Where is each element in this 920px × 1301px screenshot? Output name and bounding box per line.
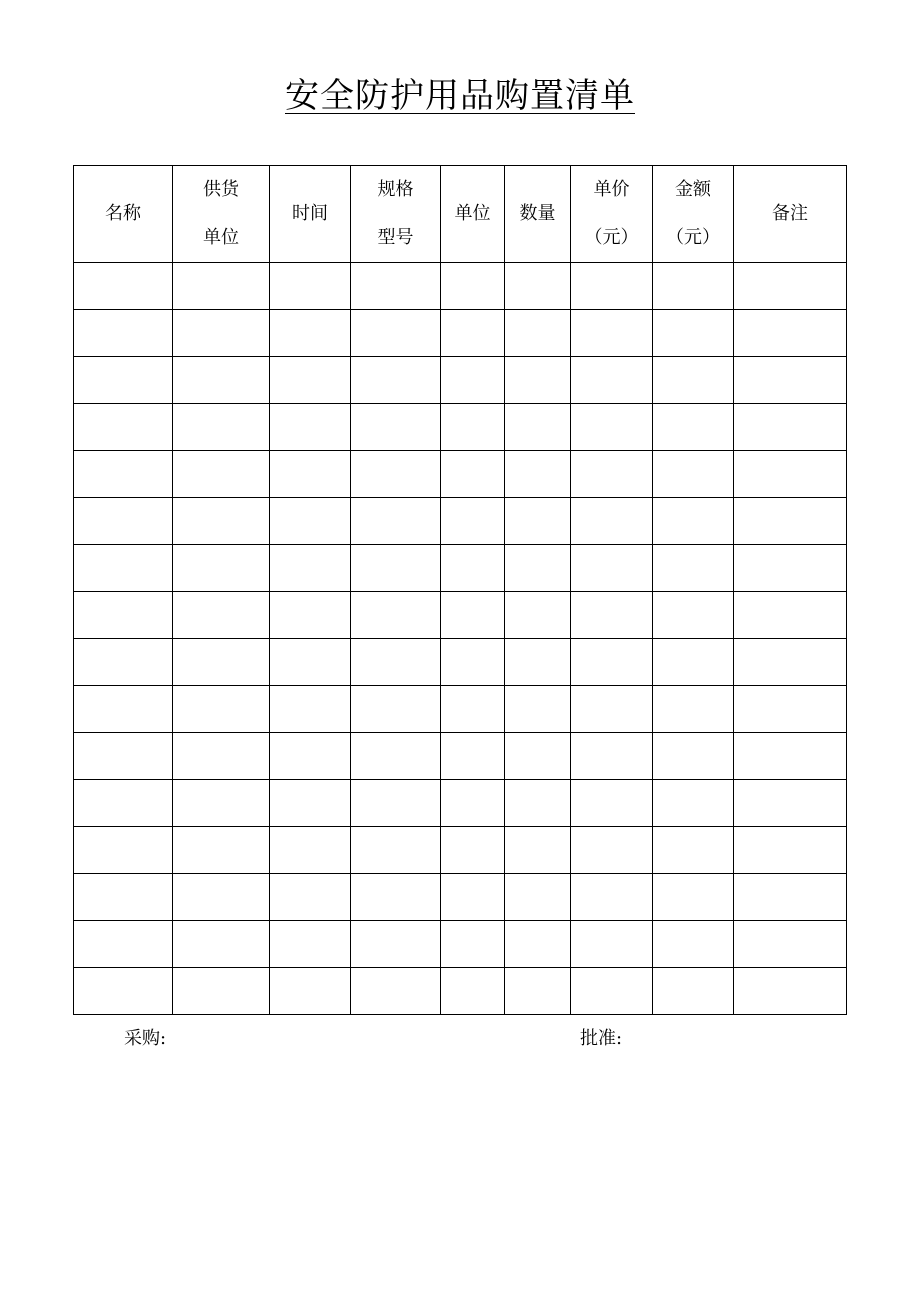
table-cell[interactable] — [734, 592, 847, 639]
column-header — [351, 166, 441, 263]
table-cell[interactable] — [74, 498, 173, 545]
table-cell[interactable] — [734, 310, 847, 357]
table-cell[interactable] — [734, 451, 847, 498]
table-cell[interactable] — [571, 263, 653, 310]
table-cell[interactable] — [734, 780, 847, 827]
column-header-line: 单价 — [593, 179, 630, 200]
table-row — [74, 686, 847, 733]
table-cell[interactable] — [505, 498, 571, 545]
table-cell[interactable] — [351, 874, 441, 921]
table-cell[interactable] — [441, 639, 505, 686]
table-cell[interactable] — [173, 545, 270, 592]
table-cell[interactable] — [74, 780, 173, 827]
table-cell[interactable] — [270, 827, 351, 874]
table-cell[interactable] — [173, 639, 270, 686]
table-row — [74, 780, 847, 827]
table-cell[interactable] — [571, 874, 653, 921]
table-cell[interactable] — [571, 357, 653, 404]
column-header-line: 型号 — [377, 227, 414, 248]
table-cell[interactable] — [734, 827, 847, 874]
table-cell[interactable] — [441, 780, 505, 827]
table-cell[interactable] — [571, 968, 653, 1015]
table-cell[interactable] — [441, 733, 505, 780]
table-cell[interactable] — [74, 404, 173, 451]
table-cell[interactable] — [441, 592, 505, 639]
column-header — [441, 166, 505, 263]
table-cell[interactable] — [351, 357, 441, 404]
table-cell[interactable] — [173, 263, 270, 310]
table-cell[interactable] — [351, 263, 441, 310]
table-cell[interactable] — [734, 686, 847, 733]
table-row — [74, 639, 847, 686]
column-header-line: 单位 — [203, 227, 239, 248]
table-cell[interactable] — [270, 733, 351, 780]
table-row — [74, 921, 847, 968]
table-cell[interactable] — [653, 733, 734, 780]
table-cell[interactable] — [653, 310, 734, 357]
table-cell[interactable] — [173, 780, 270, 827]
column-header-line: 金额 — [675, 179, 711, 200]
column-header — [734, 166, 847, 263]
table-cell[interactable] — [74, 263, 173, 310]
table-cell[interactable] — [505, 639, 571, 686]
table-cell[interactable] — [653, 827, 734, 874]
table-row — [74, 310, 847, 357]
table-cell[interactable] — [505, 968, 571, 1015]
table-cell[interactable] — [74, 686, 173, 733]
table-cell[interactable] — [653, 592, 734, 639]
table-cell[interactable] — [351, 310, 441, 357]
table-cell[interactable] — [505, 733, 571, 780]
table-cell[interactable] — [441, 498, 505, 545]
table-cell[interactable] — [571, 780, 653, 827]
table-cell[interactable] — [74, 921, 173, 968]
table-cell[interactable] — [734, 874, 847, 921]
table-cell[interactable] — [351, 639, 441, 686]
table-cell[interactable] — [571, 310, 653, 357]
table-cell[interactable] — [441, 357, 505, 404]
table-cell[interactable] — [505, 592, 571, 639]
table-cell[interactable] — [571, 404, 653, 451]
table-cell[interactable] — [571, 639, 653, 686]
table-cell[interactable] — [351, 498, 441, 545]
table-cell[interactable] — [351, 921, 441, 968]
table-row — [74, 733, 847, 780]
table-cell[interactable] — [74, 733, 173, 780]
column-header-line: 规格 — [377, 179, 414, 200]
page-title — [0, 72, 920, 120]
table-cell[interactable] — [270, 498, 351, 545]
column-header-line: 名称 — [105, 203, 141, 224]
table-cell[interactable] — [173, 827, 270, 874]
table-cell[interactable] — [571, 592, 653, 639]
table-cell[interactable] — [270, 686, 351, 733]
table-cell[interactable] — [441, 404, 505, 451]
table-cell[interactable] — [270, 639, 351, 686]
table-row — [74, 545, 847, 592]
column-header — [270, 166, 351, 263]
table-row — [74, 498, 847, 545]
table-cell[interactable] — [653, 357, 734, 404]
column-header-line: 单位 — [454, 203, 491, 224]
table-cell[interactable] — [173, 357, 270, 404]
table-cell[interactable] — [351, 451, 441, 498]
table-cell[interactable] — [571, 498, 653, 545]
table-cell[interactable] — [734, 263, 847, 310]
table-cell[interactable] — [173, 686, 270, 733]
table-cell[interactable] — [441, 686, 505, 733]
table-cell[interactable] — [351, 592, 441, 639]
column-header-line: 备注 — [772, 203, 808, 224]
table-cell[interactable] — [505, 874, 571, 921]
table-cell[interactable] — [505, 357, 571, 404]
table-cell[interactable] — [734, 545, 847, 592]
table-cell[interactable] — [441, 874, 505, 921]
table-cell[interactable] — [270, 404, 351, 451]
table-cell[interactable] — [505, 921, 571, 968]
table-cell[interactable] — [74, 874, 173, 921]
table-cell[interactable] — [653, 686, 734, 733]
table-cell[interactable] — [270, 921, 351, 968]
table-cell[interactable] — [653, 545, 734, 592]
approval-label: 批准: — [580, 1028, 623, 1049]
table-cell[interactable] — [505, 451, 571, 498]
table-cell[interactable] — [74, 451, 173, 498]
table-cell[interactable] — [173, 968, 270, 1015]
table-cell[interactable] — [653, 639, 734, 686]
table-cell[interactable] — [351, 404, 441, 451]
table-cell[interactable] — [74, 968, 173, 1015]
table-cell[interactable] — [351, 733, 441, 780]
table-cell[interactable] — [653, 968, 734, 1015]
column-header-line: （元） — [666, 227, 720, 248]
table-cell[interactable] — [653, 921, 734, 968]
table-cell[interactable] — [441, 827, 505, 874]
table-cell[interactable] — [505, 404, 571, 451]
table-cell[interactable] — [270, 310, 351, 357]
table-cell[interactable] — [734, 733, 847, 780]
table-cell[interactable] — [505, 263, 571, 310]
table-cell[interactable] — [173, 310, 270, 357]
table-row — [74, 874, 847, 921]
column-header — [173, 166, 270, 263]
table-cell[interactable] — [441, 968, 505, 1015]
table-cell[interactable] — [653, 263, 734, 310]
table-cell[interactable] — [74, 310, 173, 357]
table-cell[interactable] — [505, 310, 571, 357]
column-header — [505, 166, 571, 263]
table-row — [74, 263, 847, 310]
table-cell[interactable] — [173, 404, 270, 451]
table-cell[interactable] — [653, 780, 734, 827]
purchase-table — [73, 165, 847, 1015]
column-header-line: （元） — [584, 227, 639, 248]
table-cell[interactable] — [173, 498, 270, 545]
column-header-line: 时间 — [292, 203, 328, 224]
table-cell[interactable] — [74, 357, 173, 404]
table-row — [74, 404, 847, 451]
table-row — [74, 592, 847, 639]
table-cell[interactable] — [505, 780, 571, 827]
table-cell[interactable] — [74, 545, 173, 592]
table-cell[interactable] — [734, 498, 847, 545]
table-cell[interactable] — [734, 968, 847, 1015]
table-row — [74, 968, 847, 1015]
table-cell[interactable] — [270, 357, 351, 404]
table-row — [74, 357, 847, 404]
column-header — [571, 166, 653, 263]
table-cell[interactable] — [173, 733, 270, 780]
table-cell[interactable] — [505, 686, 571, 733]
table-cell[interactable] — [734, 921, 847, 968]
table-cell[interactable] — [505, 827, 571, 874]
table-cell[interactable] — [653, 404, 734, 451]
table-cell[interactable] — [270, 263, 351, 310]
column-header-line: 供货 — [203, 179, 239, 200]
table-cell[interactable] — [74, 827, 173, 874]
table-cell[interactable] — [734, 639, 847, 686]
table-cell[interactable] — [270, 451, 351, 498]
table-cell[interactable] — [351, 780, 441, 827]
table-cell[interactable] — [571, 686, 653, 733]
table-cell[interactable] — [270, 968, 351, 1015]
table-cell[interactable] — [653, 874, 734, 921]
table-cell[interactable] — [571, 545, 653, 592]
table-cell[interactable] — [571, 451, 653, 498]
page-title-text: 安全防护用品购置清单 — [285, 76, 635, 116]
table-cell[interactable] — [653, 451, 734, 498]
procurement-label: 采购: — [124, 1028, 167, 1049]
table-cell[interactable] — [351, 968, 441, 1015]
table-cell[interactable] — [173, 874, 270, 921]
table-cell[interactable] — [734, 404, 847, 451]
table-cell[interactable] — [173, 921, 270, 968]
table-body — [74, 263, 847, 1015]
table-cell[interactable] — [74, 592, 173, 639]
table-cell[interactable] — [571, 733, 653, 780]
table-cell[interactable] — [74, 639, 173, 686]
table-cell[interactable] — [571, 827, 653, 874]
table-cell[interactable] — [351, 545, 441, 592]
table-cell[interactable] — [441, 263, 505, 310]
table-cell[interactable] — [270, 780, 351, 827]
table-cell[interactable] — [505, 545, 571, 592]
table-cell[interactable] — [653, 498, 734, 545]
table-cell[interactable] — [270, 545, 351, 592]
table-header-row — [74, 166, 847, 263]
table-cell[interactable] — [571, 921, 653, 968]
table-cell[interactable] — [351, 827, 441, 874]
column-header-line: 数量 — [519, 203, 556, 224]
table-cell[interactable] — [351, 686, 441, 733]
column-header — [653, 166, 734, 263]
table-cell[interactable] — [270, 592, 351, 639]
table-cell[interactable] — [270, 874, 351, 921]
table-cell[interactable] — [441, 921, 505, 968]
table-cell[interactable] — [173, 451, 270, 498]
table-cell[interactable] — [441, 451, 505, 498]
table-cell[interactable] — [441, 545, 505, 592]
table-cell[interactable] — [173, 592, 270, 639]
table-row — [74, 827, 847, 874]
table-row — [74, 451, 847, 498]
column-header — [74, 166, 173, 263]
table-cell[interactable] — [734, 357, 847, 404]
table-cell[interactable] — [441, 310, 505, 357]
